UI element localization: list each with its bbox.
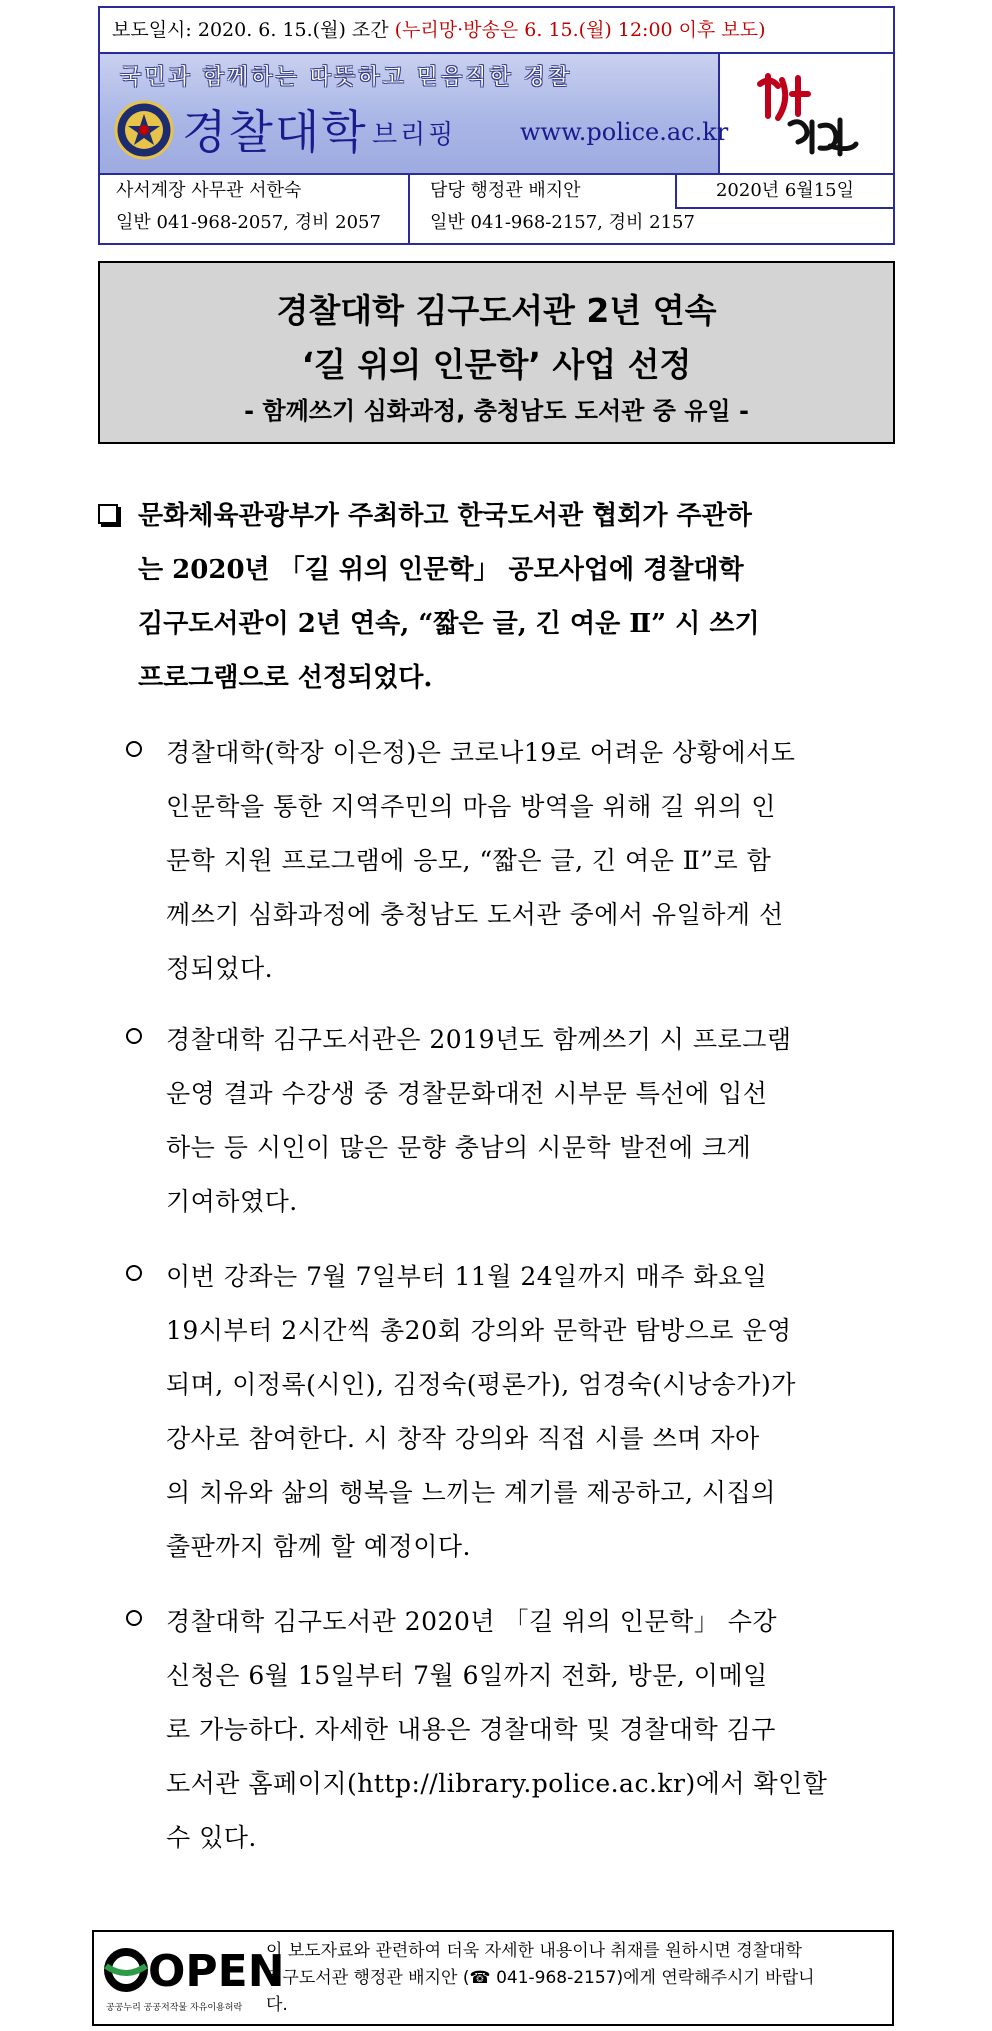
briefing-header — [98, 6, 895, 245]
embargo-date: 보도일시: 2020. 6. 15.(월) 조간 — [112, 19, 389, 41]
circle-bullet-icon — [126, 741, 142, 757]
bullet-line: 기여하였다. — [166, 1187, 298, 1216]
bullet-line: 께쓰기 심화과정에 충청남도 도서관 중에서 유일하게 선 — [166, 900, 784, 929]
footer-notice — [92, 1930, 894, 2026]
bullet-line: 이번 강좌는 7월 7일부터 11월 24일까지 매주 화요일 — [166, 1262, 768, 1291]
bullet-line: 경찰대학 김구도서관은 2019년도 함께쓰기 시 프로그램 — [166, 1025, 792, 1054]
agency-name: 경찰대학 — [182, 105, 368, 159]
bullet-line: 경찰대학 김구도서관 2020년 「길 위의 인문학」 수강 — [166, 1607, 778, 1636]
bullet-line: 하는 등 시인이 많은 문향 충남의 시문학 발전에 크게 — [166, 1133, 752, 1162]
open-logo-caption: 공공누리 공공저작물 자유이용허락 — [106, 2003, 243, 2013]
contact-manager — [100, 175, 410, 245]
bullet-line: 되며, 이정록(시인), 김정숙(평론가), 엄경숙(시낭송가)가 — [166, 1370, 796, 1399]
agency-website: www.police.ac.kr — [520, 118, 729, 146]
embargo-notice — [100, 8, 893, 54]
circle-bullet-icon — [126, 1028, 142, 1044]
open-license-icon — [102, 1940, 285, 2018]
contact-officer-name: 담당 행정관 배지안 — [430, 180, 581, 201]
kogl-open-logo — [102, 1940, 285, 2018]
headline-subtitle: - 함께쓰기 심화과정, 충청남도 도서관 중 유일 - — [244, 397, 749, 425]
circle-bullet-icon — [126, 1265, 142, 1281]
police-emblem-icon — [114, 100, 174, 160]
lead-line: 는 2020년 「길 위의 인문학」 공모사업에 경찰대학 — [138, 555, 744, 585]
lead-line: 문화체육관광부가 주최하고 한국도서관 협회가 주관하 — [138, 501, 752, 531]
agency-motto: 국민과 함께하는 따뜻하고 믿음직한 경찰 — [120, 65, 573, 90]
briefing-label: 브리핑 — [372, 120, 457, 150]
footer-line: 김구도서관 행정관 배지안 (☎ 041-968-2157)에게 연락해주시기 바랍니 — [266, 1968, 815, 1988]
bullet-line: 수 있다. — [166, 1823, 257, 1852]
bullet-line: 강사로 참여한다. 시 창작 강의와 직접 시를 쓰며 자아 — [166, 1424, 760, 1453]
footer-line: 다. — [266, 1995, 288, 2015]
bullet-line: 경찰대학(학장 이은정)은 코로나19로 어려운 상황에서도 — [166, 738, 796, 767]
bullet-line: 의 치유와 삶의 행복을 느끼는 계기를 제공하고, 시집의 — [166, 1478, 776, 1507]
contact-officer-phone: 일반 041-968-2157, 경비 2157 — [430, 212, 695, 233]
bullet-line: 정되었다. — [166, 954, 274, 983]
lead-line: 김구도서관이 2년 연속, “짧은 글, 긴 여운 Ⅱ” 시 쓰기 — [138, 609, 760, 639]
bullet-line: 도서관 홈페이지(http://library.police.ac.kr)에서 확인할 — [166, 1769, 828, 1798]
slogan-logo — [720, 54, 893, 173]
contact-row — [100, 173, 893, 243]
headline-line2: ‘길 위의 인문학’ 사업 선정 — [301, 345, 692, 384]
bullet-line: 출판까지 함께 할 예정이다. — [166, 1532, 471, 1561]
open-logo-text: OPEN — [148, 1946, 285, 1997]
contact-manager-phone: 일반 041-968-2057, 경비 2057 — [116, 212, 381, 233]
circle-bullet-icon — [126, 1610, 142, 1626]
bullet-line: 로 가능하다. 자세한 내용은 경찰대학 및 경찰대학 김구 — [166, 1715, 776, 1744]
embargo-broadcast: (누리망·방송은 6. 15.(월) 12:00 이후 보도) — [394, 19, 766, 41]
bullet-line: 문학 지원 프로그램에 응모, “짧은 글, 긴 여운 Ⅱ”로 함 — [166, 846, 772, 875]
lead-line: 프로그램으로 선정되었다. — [138, 663, 433, 693]
headline-line1: 경찰대학 김구도서관 2년 연속 — [276, 291, 717, 330]
footer-contact-text — [266, 1938, 886, 2019]
bullet-line: 신청은 6월 15일부터 7월 6일까지 전화, 방문, 이메일 — [166, 1661, 768, 1690]
agency-banner — [100, 54, 729, 173]
headline-box — [98, 261, 895, 444]
footer-line: 이 보도자료와 관련하여 더욱 자세한 내용이나 취재를 원하시면 경찰대학 — [266, 1941, 802, 1961]
contact-manager-name: 사서계장 사무관 서한숙 — [116, 180, 302, 201]
slogan-calligraphy-icon — [720, 54, 893, 173]
bullet-line: 인문학을 통한 지역주민의 마음 방역을 위해 길 위의 인 — [166, 792, 776, 821]
release-date: 2020년 6월15일 — [675, 175, 893, 209]
bullet-line: 19시부터 2시간씩 총20회 강의와 문학관 탐방으로 운영 — [166, 1316, 792, 1345]
checkbox-bullet-icon — [98, 504, 118, 524]
bullet-line: 운영 결과 수강생 중 경찰문화대전 시부문 특선에 입선 — [166, 1079, 768, 1108]
